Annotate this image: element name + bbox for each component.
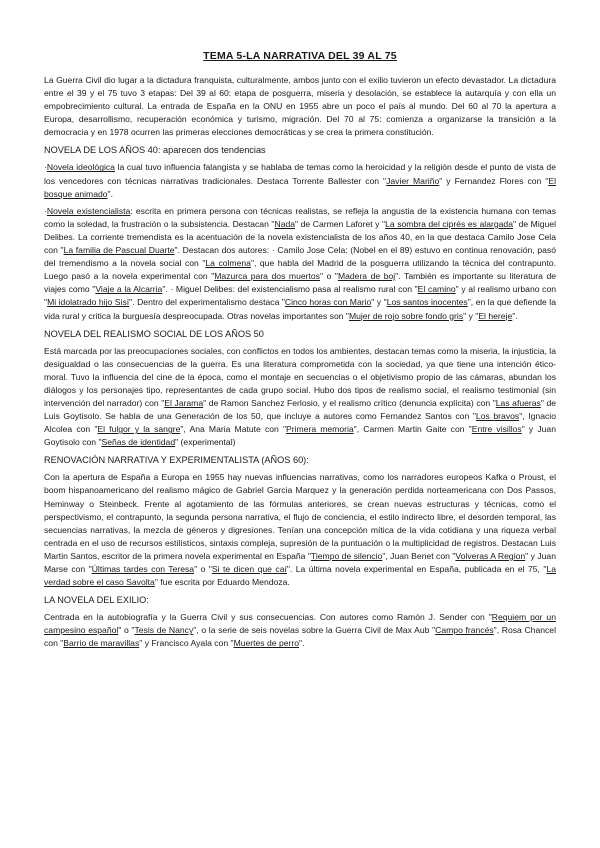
- book-title: Tesis de Nancy: [134, 625, 194, 636]
- book-title: Requiem por un campesino español: [44, 612, 556, 636]
- book-title: Mi idolatrado hijo Sisí: [47, 297, 130, 308]
- term-underlined: Novela existencialista: [46, 205, 131, 216]
- book-title: Los bravos: [475, 411, 520, 422]
- term-underlined: Novela ideológica: [46, 162, 115, 173]
- book-title: La colmena: [205, 258, 251, 269]
- book-title: Muertes de perro: [233, 638, 300, 649]
- book-title: La verdad sobre el caso Savolta: [44, 564, 557, 588]
- book-title: Señas de identidad: [101, 437, 176, 448]
- book-title: Las afueras: [495, 397, 541, 408]
- book-title: Campo francés: [435, 625, 494, 636]
- paragraph-novela-existencialista: ·Novela existencialista: escrita en primera persona con técnicas realistas, se refleja la angustia de la existencia humana con temas como la soledad, la frustración o la subsistencia. Destacan "Nada" de Carmen Laforet y "La sombra del ciprés es alargada" de Miguel Delibes. La corriente tremendista es la acentuación de la novela existencialista de los años 40, en la que destaca Camilo Jose Cela con "La familia de Pascual Duarte". Destacan dos autores: · Camilo Jose Cela: (Nobel en el 89) estuvo en continua renovación, pasó del tremendismo a la novela social con "La colmena", que habla del Madrid de la posguerra utilizando la técnica del contrapunto. Luego pasó a la novela experimental con "Mazurca para dos muertos" o "Madera de boj". También es importante su literatura de viajes como "Viaje a la Alcarria". · Miguel Delibes: del existencialismo pasa al realismo rural con "El camino" y al realismo urbano con "Mi idolatrado hijo Sisí". Dentro del experimentalismo destaca "Cinco horas con Mario" y "Los santos inocentes", en la que defiende la vida rural y critica la burguesía despreocupada. Otras novelas importantes son "Mujer de rojo sobre fondo gris" y "El hereje".: [44, 205, 557, 321]
- book-title: El Jarama: [164, 397, 204, 408]
- paragraph-novela-ideologica: ·Novela ideológica la cual tuvo influencia falangista y se hablaba de temas como la heroicidad y la religión desde el punto de vista de los vencedores con técnicas narrativas tradicionales. Destaca Torrente Ballester con "Javier Mariño" y Fernandez Flores con "El bosque animado".: [44, 162, 557, 199]
- book-title: Últimas tardes con Teresa: [91, 564, 195, 574]
- book-title: Barrio de maravillas: [63, 638, 140, 649]
- book-title: Madera de boj: [337, 271, 396, 282]
- book-title: Los santos inocentes: [386, 297, 468, 308]
- book-title: El camino: [417, 284, 456, 295]
- paragraph-renovacion: Con la apertura de España a Europa en 1955 hay nuevas influencias narrativas, como los narradores europeos Kafka o Proust, el boom hispanoamericano del realismo mágico de Gabriel Garcia Marquez y la generación perdida norteamericana con Dos Passos, Heminway o Steinbeck. Frente al agotamiento de las fórmulas anteriores, se crean nuevas estructuras y técnicas, como el perspectivismo, el contrapunto, la segunda persona narrativa, el flujo de conciencia, el estilo indirecto libre, el desorden temporal, las secuencias narrativas, la mezcla de géneros y digresiones. Tenían una concepción mítica de la vida cotidiana y una riqueza verbal centrada en el uso de recursos estilísticos, sintaxis compleja, supresión de la puntuación o la multiplicidad de registros. Destacan Luis Martin Santos, escritor de la primera novela experimental en España "Tiempo de silencio", Juan Benet con "Volveras A Region" y Juan Marse con "Últimas tardes con Teresa" o "Si te dicen que caí". La última novela experimental en España, publicada en el 75, "La verdad sobre el caso Savolta" fue escrita por Eduardo Mendoza.: [44, 472, 557, 588]
- section-heading-60s: RENOVACIÓN NARRATIVA Y EXPERIMENTALISTA (AÑOS 60):: [44, 455, 309, 466]
- document-page: [44, 50, 556, 654]
- book-title: Si te dicen que caí: [211, 564, 287, 574]
- document-title: TEMA 5-LA NARRATIVA DEL 39 AL 75: [203, 50, 397, 62]
- section-heading-50s: NOVELA DEL REALISMO SOCIAL DE LOS AÑOS 50: [44, 328, 264, 339]
- book-title: La sombra del ciprés es alargada: [385, 218, 513, 229]
- paragraph-exilio: Centrada en la autobiografía y la Guerra Civil y sus consecuencias. Con autores como Ramón J. Sender con "Requiem por un campesino español" o "Tesis de Nancy", o la serie de seis novelas sobre la Guerra Civil de Max Aub "Campo francés", Rosa Chancel con "Barrio de maravillas" y Francisco Ayala con "Muertes de perro".: [44, 612, 556, 649]
- section-heading-40s: NOVELA DE LOS AÑOS 40: aparecen dos tendencias: [44, 145, 266, 156]
- book-title: Javier Mariño: [386, 175, 440, 186]
- book-title: El fulgor y la sangre: [97, 424, 181, 435]
- book-title: El hereje: [478, 310, 513, 321]
- book-title: Tiempo de silencio: [310, 550, 383, 561]
- book-title: Entre visillos: [471, 424, 522, 435]
- book-title: Viaje a la Alcarria: [95, 284, 163, 295]
- paragraph-realismo-social: Está marcada por las preocupaciones sociales, con conflictos en todos los ambientes, destacan temas como la miseria, la injusticia, la desigualdad o las consecuencias de la guerra. Es una literatura comprometida con la sociedad, ya que tiene una intención ético-moral. Tuvo la influencia del cine de la época, como el montaje en secuencias o el objetivismo propio de las cámaras, abundan los diálogos y los personajes tipo, representantes de cada grupo social. Hubo dos tipos de realismo social, el realismo testimonial (sin intervención del narrador) con "El Jarama" de Ramon Sanchez Ferlosio, y el realismo crítico (denuncia explícita) con "Las afueras" de Luis Goytisolo. Se habla de una Generación de los 50, que incluye a autores como Fernandez Santos con "Los bravos", Ignacio Alcolea con "El fulgor y la sangre", Ana Maria Matute con "Primera memoria", Carmen Martin Gaite con "Entre visillos" y Juan Goytisolo con "Señas de identidad" (experimental): [44, 345, 557, 448]
- book-title: El bosque animado: [44, 175, 557, 199]
- book-title: Mazurca para dos muertos: [214, 271, 320, 282]
- book-title: Mujer de rojo sobre fondo gris: [348, 310, 464, 321]
- book-title: La familia de Pascual Duarte: [63, 245, 175, 256]
- section-heading-exilio: LA NOVELA DEL EXILIO:: [44, 595, 149, 606]
- book-title: Cinco horas con Mario: [284, 297, 372, 308]
- book-title: Volveras A Region: [455, 550, 526, 561]
- book-title: Primera memoria: [286, 424, 354, 435]
- intro-paragraph: La Guerra Civil dio lugar a la dictadura franquista, culturalmente, ambos junto con el exilio tuvieron un efecto devastador. La dictadura entre el 39 y el 75 tuvo 3 etapas: Del 39 al 60: etapa de posguerra, miseria y desolación, se establece la autarquía y con ella un empobrecimiento cultural. La entrada de España en la ONU en 1955 abre un poco el país al mundo. Del 60 al 70 la apertura a Europa, desarrollismo, recuperación económica y turismo, migración. Del 70 al 75: comienza a organizarse la transición a la democracia y en 1978 ocurren las primeras elecciones democráticas y se crea la primera constitución.: [44, 75, 556, 138]
- book-title: Nada: [274, 218, 296, 229]
